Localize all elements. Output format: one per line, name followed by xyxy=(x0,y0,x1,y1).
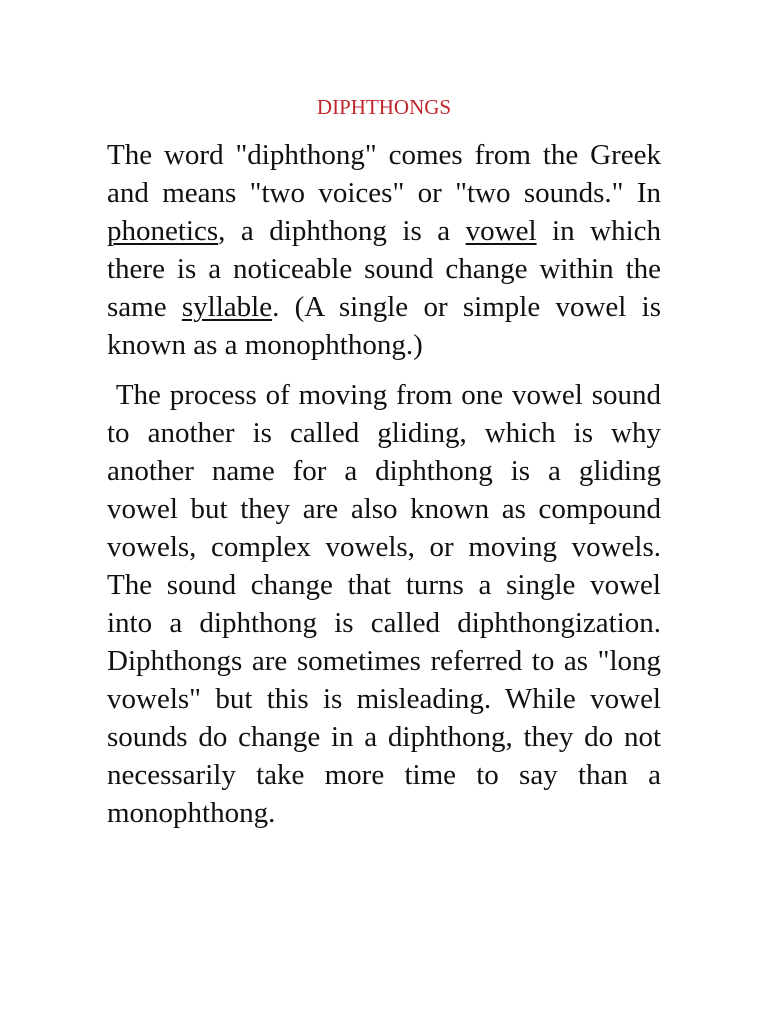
paragraph-gliding: The process of moving from one vowel sound to another is called gliding, which is why another name for a diphthong is a gliding vowel but they are also known as compound vowels, complex vowels, or moving vowels. The sound change that turns a single vowel into a diphthong is called diphthongization. Diphthongs are sometimes referred to as "long vowels" but this is misleading. While vowel sounds do change in a diphthong, they do not necessarily take more time to say than a monophthong. xyxy=(107,379,661,829)
document-page xyxy=(107,0,661,832)
paragraph-intro-text-1: The word "diphthong" comes from the Greek and means "two voices" or "two sounds." In xyxy=(107,139,661,209)
phonetics-link[interactable]: phonetics xyxy=(107,215,219,247)
paragraph-intro-text-2: , a diphthong is a xyxy=(218,215,466,247)
paragraph-intro-text-3: in which there is a noticeable sound change within the same xyxy=(107,215,661,323)
vowel-link[interactable]: vowel xyxy=(465,215,537,247)
syllable-link[interactable]: syllable xyxy=(181,291,273,323)
paragraph-intro xyxy=(107,136,661,364)
paragraph-intro-text-4: . (A single or simple vowel is known as a monophthong.) xyxy=(107,291,661,361)
page-title: DIPHTHONGS xyxy=(316,95,452,119)
